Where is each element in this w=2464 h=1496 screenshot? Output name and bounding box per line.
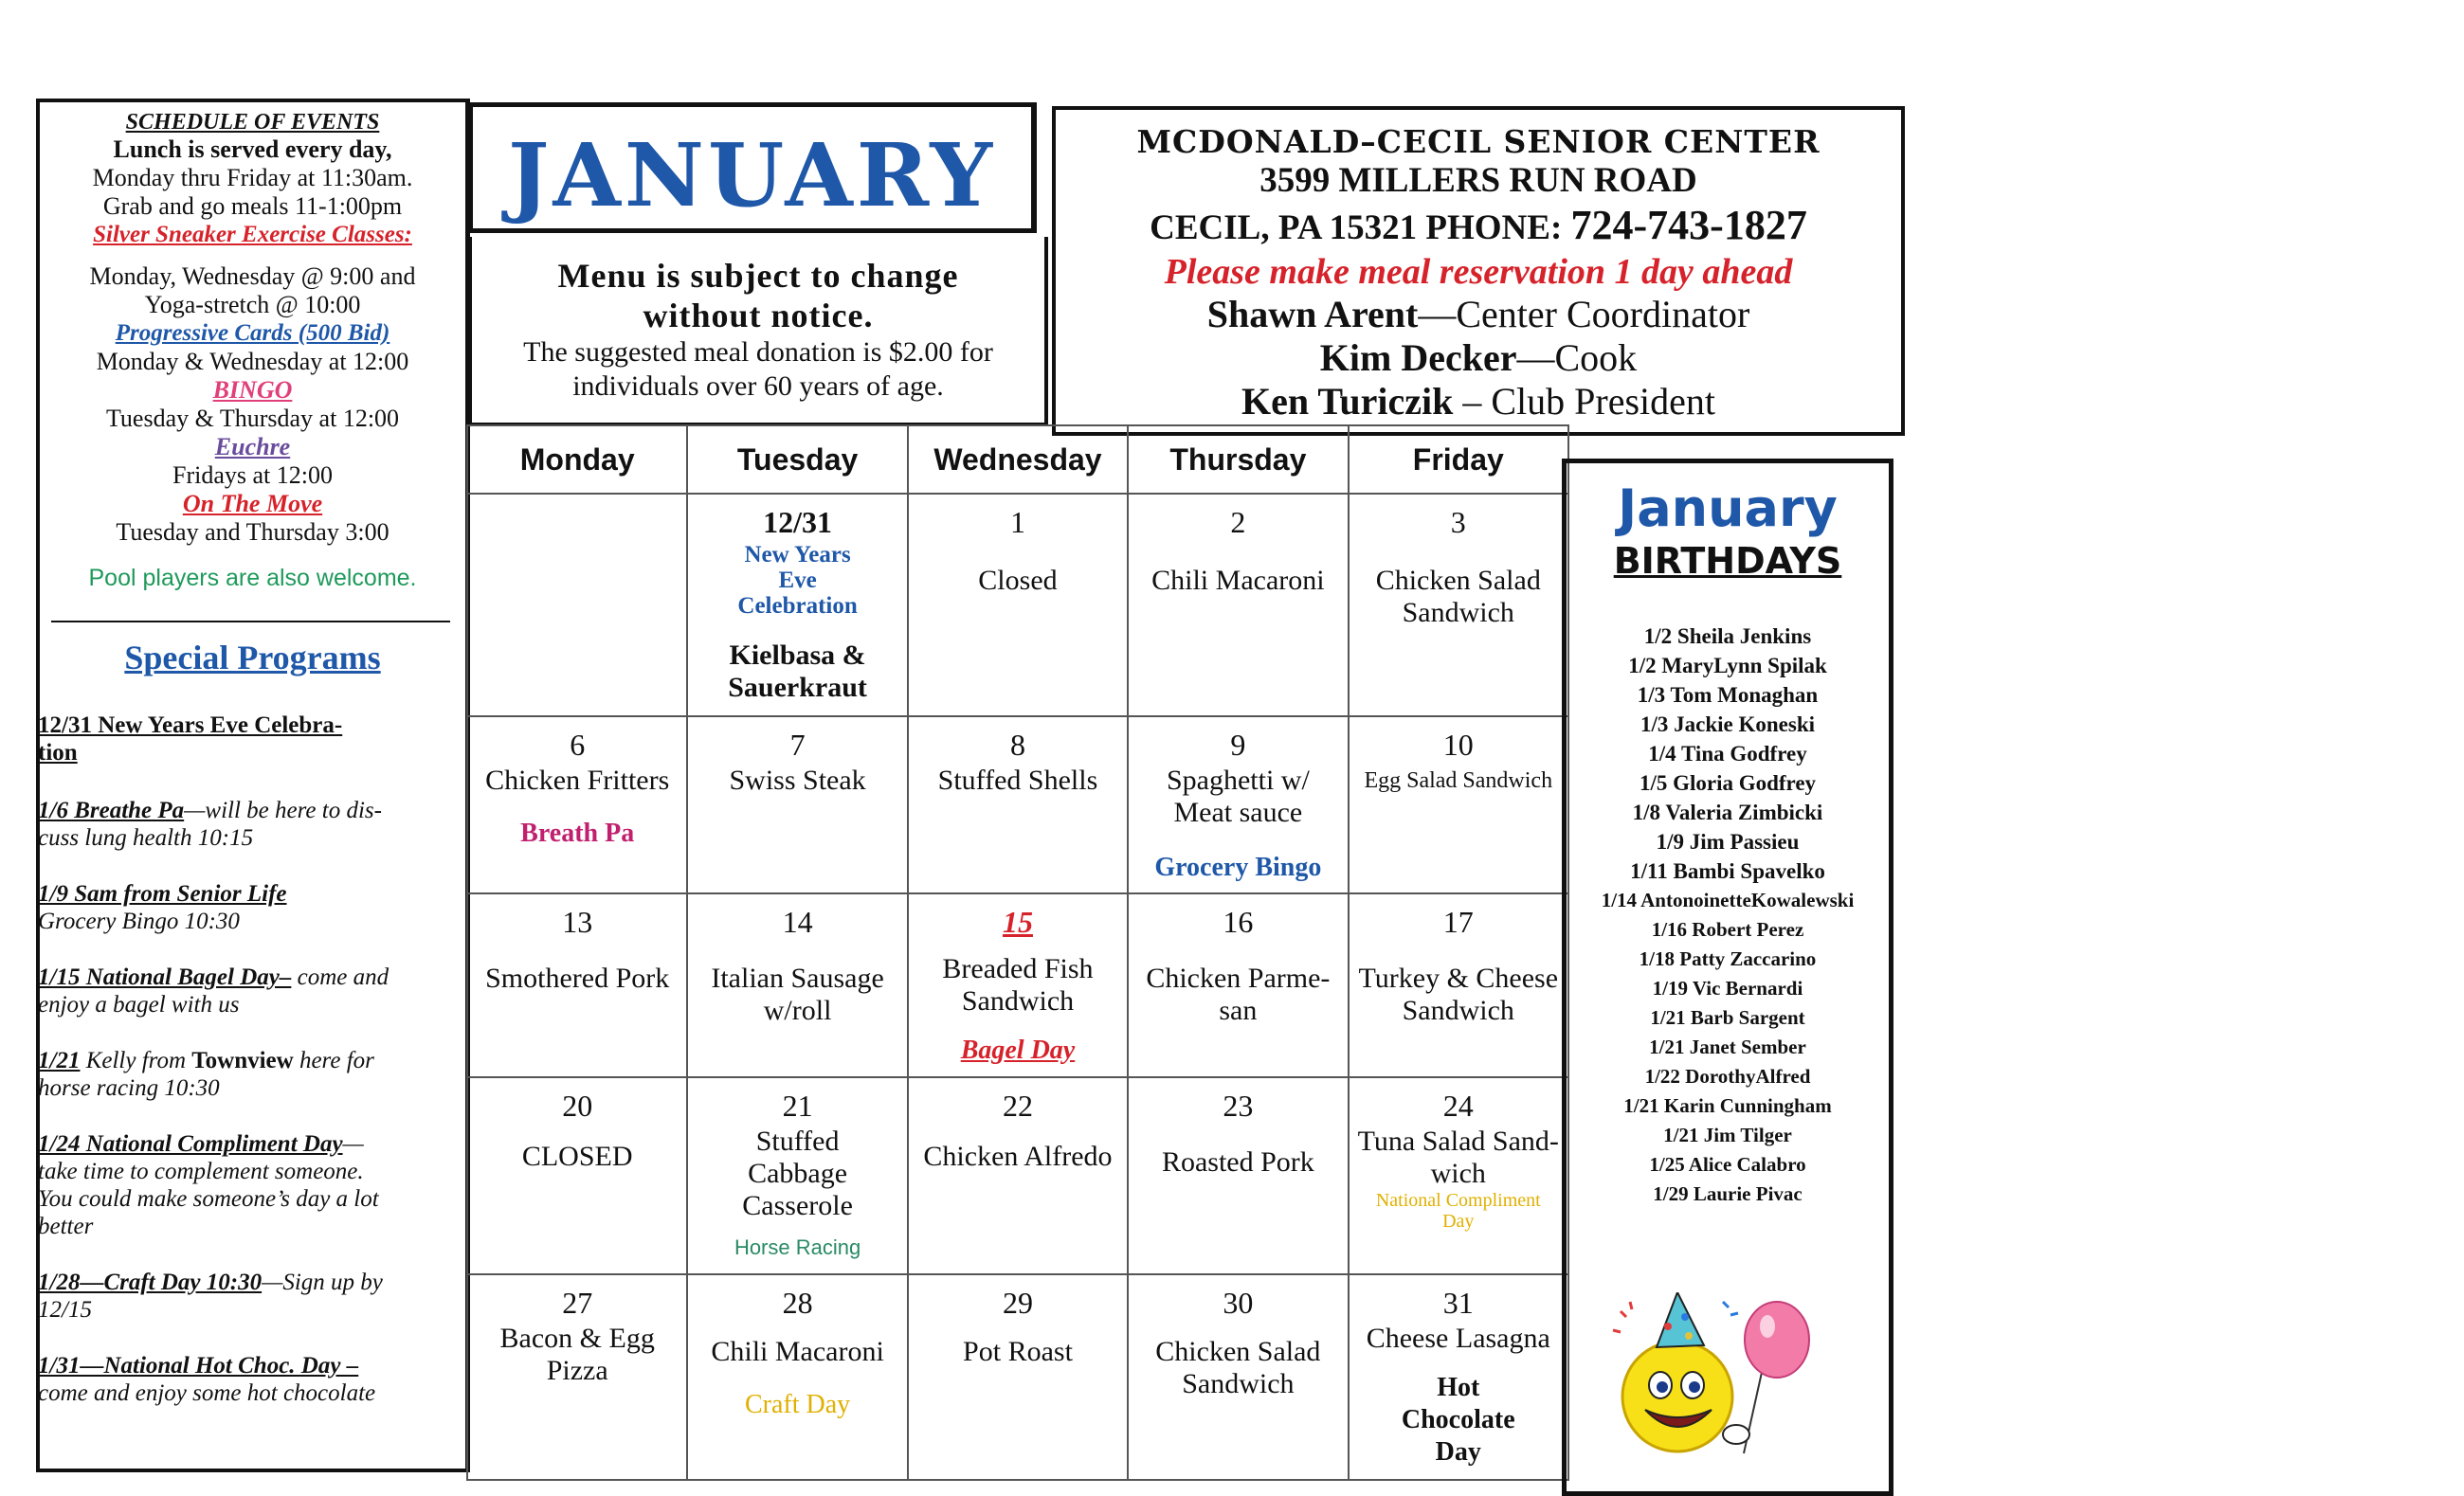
calendar-cell xyxy=(908,716,1128,893)
cards-line: Monday & Wednesday at 12:00 xyxy=(96,348,409,375)
calendar-cell xyxy=(1349,1274,1568,1480)
special-item-4: 1/15 National Bagel Day– come and enjoy a bagel with us xyxy=(38,964,390,1018)
birthday-entry: 1/16 Robert Perez xyxy=(1651,918,1804,941)
day-number: 3 xyxy=(1450,505,1466,539)
staff-3: Ken Turiczik – Club President xyxy=(1241,380,1716,423)
calendar-header-row xyxy=(467,425,1568,494)
special-item-6: 1/24 National Compliment Day— take time to complement someone. You could make someone’s day a lot better xyxy=(38,1131,379,1239)
meal-label: Chicken Salad Sandwich xyxy=(1155,1336,1321,1400)
center-info-box xyxy=(1052,106,1905,436)
meal-label: Swiss Steak xyxy=(729,764,866,796)
day-number: 28 xyxy=(782,1286,813,1321)
center-address: 3599 MILLERS RUN ROAD xyxy=(1259,161,1697,200)
day-number: 16 xyxy=(1223,905,1254,940)
center-name: MCDONALD–CECIL SENIOR CENTER xyxy=(1136,123,1821,160)
birthday-entry: 1/25 Alice Calabro xyxy=(1649,1153,1806,1176)
birthday-entry: 1/3 Jackie Koneski xyxy=(1640,712,1815,736)
menu-note-line-3: The suggested meal donation is $2.00 for xyxy=(523,336,993,368)
month-title: JANUARY xyxy=(507,124,997,226)
calendar-cell xyxy=(1349,716,1568,893)
calendar-cell xyxy=(1349,1077,1568,1274)
day-number: 2 xyxy=(1230,505,1246,539)
day-number: 6 xyxy=(570,727,586,762)
calendar-cell xyxy=(687,1077,907,1274)
birthday-entry: 1/4 Tina Godfrey xyxy=(1648,742,1807,766)
calendar-cell xyxy=(908,1077,1128,1274)
day-number: 17 xyxy=(1442,905,1474,940)
birthday-entry: 1/19 Vic Bernardi xyxy=(1652,977,1803,1000)
day-header: Thursday xyxy=(1128,425,1348,494)
calendar-cell xyxy=(908,494,1128,716)
day-number: 27 xyxy=(562,1286,593,1321)
meal-label: Chili Macaroni xyxy=(711,1336,884,1368)
meal-label: Tuna Salad Sand-wich xyxy=(1357,1125,1559,1189)
calendar-cell xyxy=(1128,893,1348,1077)
meal-label: Bacon & Egg Pizza xyxy=(499,1323,655,1387)
lunch-line-2: Monday thru Friday at 11:30am. xyxy=(92,164,413,191)
day-number: 13 xyxy=(562,905,593,940)
special-item-5: 1/21 Kelly from Townview here for horse racing 10:30 xyxy=(38,1048,374,1101)
meal-label: Chicken Salad Sandwich xyxy=(1375,565,1541,628)
calendar-cell-empty xyxy=(467,494,687,716)
day-header: Friday xyxy=(1349,425,1568,494)
special-item-1: 12/31 New Years Eve Celebra- tion xyxy=(38,712,343,766)
bingo-heading: BINGO xyxy=(212,376,293,404)
schedule-panel xyxy=(36,99,470,1472)
calendar-week-row xyxy=(467,1274,1568,1480)
pool-note: Pool players are also welcome. xyxy=(88,565,417,591)
meal-label: Chicken Parme-san xyxy=(1146,963,1331,1027)
calendar-cell xyxy=(1128,494,1348,716)
silver-sneaker-line-1: Monday, Wednesday @ 9:00 and xyxy=(89,262,416,290)
event-label: Hot Chocolate Day xyxy=(1401,1373,1515,1468)
meal-label: Chili Macaroni xyxy=(1151,565,1325,596)
birthday-entry: 1/5 Gloria Godfrey xyxy=(1639,771,1817,795)
meal-label: Kielbasa & Sauerkraut xyxy=(728,640,867,703)
calendar-week-row xyxy=(467,494,1568,716)
meal-label: Stuffed Shells xyxy=(937,764,1098,796)
special-item-8: 1/31—National Hot Choc. Day – come and enjoy some hot chocolate xyxy=(38,1353,376,1406)
calendar-cell xyxy=(1128,1274,1348,1480)
phone-number: 724-743-1827 xyxy=(1570,202,1807,248)
meal-label: Pot Roast xyxy=(963,1336,1073,1368)
calendar-cell xyxy=(1349,893,1568,1077)
meal-label: Breaded Fish Sandwich xyxy=(942,953,1094,1018)
birthday-entry: 1/22 DorothyAlfred xyxy=(1644,1065,1811,1088)
calendar-cell xyxy=(1128,1077,1348,1274)
event-label: Grocery Bingo xyxy=(1154,852,1322,882)
calendar-cell xyxy=(908,893,1128,1077)
calendar-cell xyxy=(908,1274,1128,1480)
special-item-2: 1/6 Breathe Pa—will be here to dis- cuss lung health 10:15 xyxy=(38,798,382,851)
birthday-entry: 1/3 Tom Monaghan xyxy=(1637,683,1819,707)
on-the-move-heading: On The Move xyxy=(182,490,323,517)
day-header: Monday xyxy=(467,425,687,494)
day-number: 12/31 xyxy=(763,505,833,539)
calendar-cell xyxy=(687,1274,907,1480)
day-number: 22 xyxy=(1002,1088,1033,1123)
event-label: Breath Pa xyxy=(520,818,635,848)
meal-label: Chicken Fritters xyxy=(485,764,670,796)
birthday-entry: 1/11 Bambi Spavelko xyxy=(1630,859,1825,883)
day-number: 23 xyxy=(1223,1088,1254,1123)
meal-label: Italian Sausage w/roll xyxy=(711,963,884,1027)
birthday-entry: 1/21 Janet Sember xyxy=(1649,1036,1806,1058)
birthday-entry: 1/21 Barb Sargent xyxy=(1650,1006,1805,1029)
birthday-entry: 1/14 AntonoinetteKowalewski xyxy=(1601,889,1855,911)
menu-note-line-2: without notice. xyxy=(643,297,874,334)
special-item-3: 1/9 Sam from Senior Life Grocery Bingo 10:30 xyxy=(38,881,287,934)
day-number: 21 xyxy=(782,1088,813,1123)
meal-label: Closed xyxy=(978,565,1058,596)
day-number: 20 xyxy=(562,1088,593,1123)
day-number: 8 xyxy=(1009,727,1025,762)
day-number: 10 xyxy=(1442,727,1474,762)
calendar-cell xyxy=(467,893,687,1077)
day-number: 9 xyxy=(1230,727,1246,762)
meal-calendar xyxy=(466,424,1569,1481)
calendar-week-row xyxy=(467,716,1568,893)
meal-label: CLOSED xyxy=(521,1140,633,1172)
day-number: 30 xyxy=(1223,1286,1254,1321)
birthday-list xyxy=(1567,622,1889,1209)
euchre-line: Fridays at 12:00 xyxy=(172,461,333,489)
event-label: Bagel Day xyxy=(960,1036,1076,1066)
birthday-entry: 1/2 Sheila Jenkins xyxy=(1643,624,1812,648)
day-number: 24 xyxy=(1442,1088,1474,1123)
calendar-week-row xyxy=(467,1077,1568,1274)
day-number: 14 xyxy=(782,905,813,940)
meal-label: Egg Salad Sandwich xyxy=(1364,767,1553,793)
calendar-week-row xyxy=(467,893,1568,1077)
day-header: Wednesday xyxy=(908,425,1128,494)
schedule-title: SCHEDULE OF EVENTS xyxy=(125,110,380,135)
birthday-entry: 1/9 Jim Passieu xyxy=(1656,830,1800,854)
event-label: Craft Day xyxy=(744,1390,851,1420)
menu-note-box xyxy=(468,237,1048,426)
menu-note-line-4: individuals over 60 years of age. xyxy=(572,370,944,402)
meal-label: Spaghetti w/ Meat sauce xyxy=(1166,764,1310,828)
event-label: New Years Eve Celebration xyxy=(737,542,858,619)
reservation-note: Please make meal reservation 1 day ahead xyxy=(1164,252,1793,292)
day-number: 31 xyxy=(1442,1286,1474,1321)
birthday-entry: 1/21 Karin Cunningham xyxy=(1623,1094,1832,1117)
party-smiley-icon xyxy=(1611,1292,1829,1463)
meal-label: Smothered Pork xyxy=(485,963,670,995)
calendar-cell xyxy=(687,893,907,1077)
meal-label: Turkey & Cheese Sandwich xyxy=(1358,963,1559,1027)
event-label: Horse Racing xyxy=(734,1235,861,1259)
calendar-cell xyxy=(687,716,907,893)
special-programs-title: Special Programs xyxy=(124,639,381,676)
birthday-entry: 1/29 Laurie Pivac xyxy=(1653,1182,1803,1205)
bingo-line: Tuesday & Thursday at 12:00 xyxy=(105,405,400,432)
on-the-move-line: Tuesday and Thursday 3:00 xyxy=(116,518,390,546)
lunch-line-3: Grab and go meals 11-1:00pm xyxy=(102,192,403,220)
meal-label: Cheese Lasagna xyxy=(1366,1323,1550,1355)
meal-label: Stuffed Cabbage Casserole xyxy=(742,1125,853,1221)
staff-2: Kim Decker—Cook xyxy=(1319,336,1638,379)
calendar-cell xyxy=(1349,494,1568,716)
center-city-phone: CECIL, PA 15321 PHONE: 724-743-1827 xyxy=(1150,202,1807,248)
calendar-cell xyxy=(687,494,907,716)
birthday-entry: 1/18 Patty Zaccarino xyxy=(1639,947,1817,970)
calendar-cell xyxy=(1128,716,1348,893)
day-number: 7 xyxy=(789,727,806,762)
day-number: 1 xyxy=(1009,505,1025,539)
calendar-table xyxy=(466,424,1569,1481)
day-number: 29 xyxy=(1002,1286,1033,1321)
silver-sneaker-heading: Silver Sneaker Exercise Classes: xyxy=(93,222,412,247)
day-number: 15 xyxy=(1002,905,1033,940)
event-label: National Compliment Day xyxy=(1375,1189,1541,1232)
divider xyxy=(51,621,450,622)
lunch-line-1: Lunch is served every day, xyxy=(113,135,392,163)
birthdays-month-title: January xyxy=(1618,478,1838,538)
calendar-cell xyxy=(467,716,687,893)
cards-heading: Progressive Cards (500 Bid) xyxy=(115,320,390,346)
birthday-entry: 1/8 Valeria Zimbicki xyxy=(1632,801,1823,824)
meal-label: Roasted Pork xyxy=(1161,1145,1314,1178)
euchre-heading: Euchre xyxy=(214,433,291,460)
month-title-box xyxy=(468,102,1037,233)
staff-1: Shawn Arent—Center Coordinator xyxy=(1206,293,1750,335)
calendar-cell xyxy=(467,1274,687,1480)
birthday-entry: 1/2 MaryLynn Spilak xyxy=(1628,654,1827,677)
silver-sneaker-line-2: Yoga-stretch @ 10:00 xyxy=(144,291,361,318)
day-header: Tuesday xyxy=(687,425,907,494)
birthdays-title: BIRTHDAYS xyxy=(1613,540,1842,582)
calendar-cell xyxy=(467,1077,687,1274)
birthday-entry: 1/21 Jim Tilger xyxy=(1663,1124,1792,1146)
special-item-7: 1/28—Craft Day 10:30—Sign up by 12/15 xyxy=(38,1270,383,1323)
meal-label: Chicken Alfredo xyxy=(923,1140,1113,1172)
menu-note-line-1: Menu is subject to change xyxy=(557,257,959,295)
